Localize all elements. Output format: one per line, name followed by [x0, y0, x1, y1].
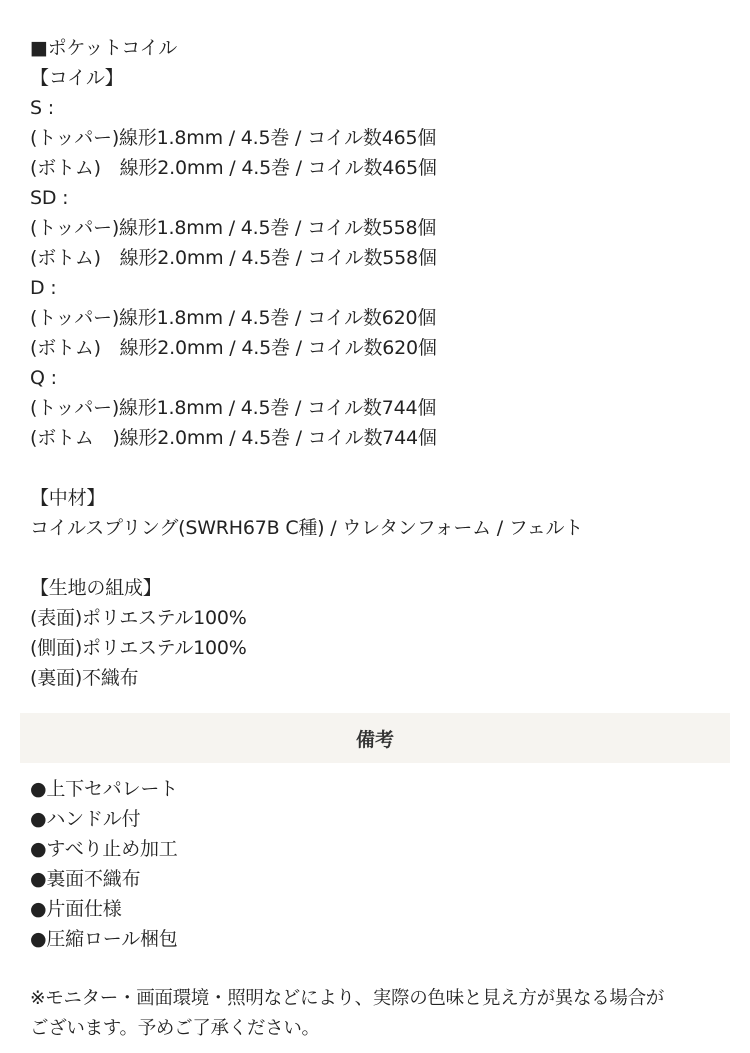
spacer: [30, 543, 730, 573]
remarks-heading: 備考: [355, 728, 394, 751]
fabric-heading: 【生地の組成】: [30, 577, 162, 599]
fabric-item-side: (側面)ポリエステル100%: [30, 637, 247, 659]
remark-item: ●上下セパレート: [30, 778, 178, 800]
size-sd-bottom-spec: (ボトム) 線形2.0mm / 4.5巻 / コイル数558個: [30, 247, 437, 269]
size-label-s: S :: [30, 97, 54, 119]
coil-heading: 【コイル】: [30, 67, 124, 89]
filling-heading: 【中材】: [30, 487, 106, 509]
size-s-bottom-spec: (ボトム) 線形2.0mm / 4.5巻 / コイル数465個: [30, 157, 437, 179]
spacer: [30, 453, 730, 483]
size-label-q: Q :: [30, 367, 57, 389]
size-label-sd: SD :: [30, 187, 69, 209]
remark-item: ●すべり止め加工: [30, 838, 178, 860]
disclaimer-note: [30, 984, 730, 1044]
remark-item: ●圧縮ロール梱包: [30, 928, 178, 950]
size-label-d: D :: [30, 277, 57, 299]
fabric-item-back: (裏面)不織布: [30, 667, 139, 689]
size-q-bottom-spec: (ボトム )線形2.0mm / 4.5巻 / コイル数744個: [30, 427, 437, 449]
note-line-1: ※モニター・画面環境・照明などにより、実際の色味と見え方が異なる場合が: [30, 988, 665, 1009]
remark-item: ●ハンドル付: [30, 808, 141, 830]
size-sd-topper-spec: (トッパー)線形1.8mm / 4.5巻 / コイル数558個: [30, 217, 437, 239]
note-line-2: ございます。予めご了承ください。: [30, 1018, 320, 1039]
remark-item: ●裏面不織布: [30, 868, 141, 890]
filling-text: コイルスプリング(SWRH67B C種) / ウレタンフォーム / フェルト: [30, 517, 584, 539]
remark-item: ●片面仕様: [30, 898, 122, 920]
size-d-bottom-spec: (ボトム) 線形2.0mm / 4.5巻 / コイル数620個: [30, 337, 437, 359]
remarks-header: [20, 713, 730, 763]
spec-section: [30, 33, 730, 693]
size-q-topper-spec: (トッパー)線形1.8mm / 4.5巻 / コイル数744個: [30, 397, 437, 419]
size-d-topper-spec: (トッパー)線形1.8mm / 4.5巻 / コイル数620個: [30, 307, 437, 329]
size-s-topper-spec: (トッパー)線形1.8mm / 4.5巻 / コイル数465個: [30, 127, 437, 149]
remarks-list: [30, 774, 730, 954]
pocket-coil-title: ■ポケットコイル: [30, 37, 178, 59]
fabric-item-surface: (表面)ポリエステル100%: [30, 607, 247, 629]
